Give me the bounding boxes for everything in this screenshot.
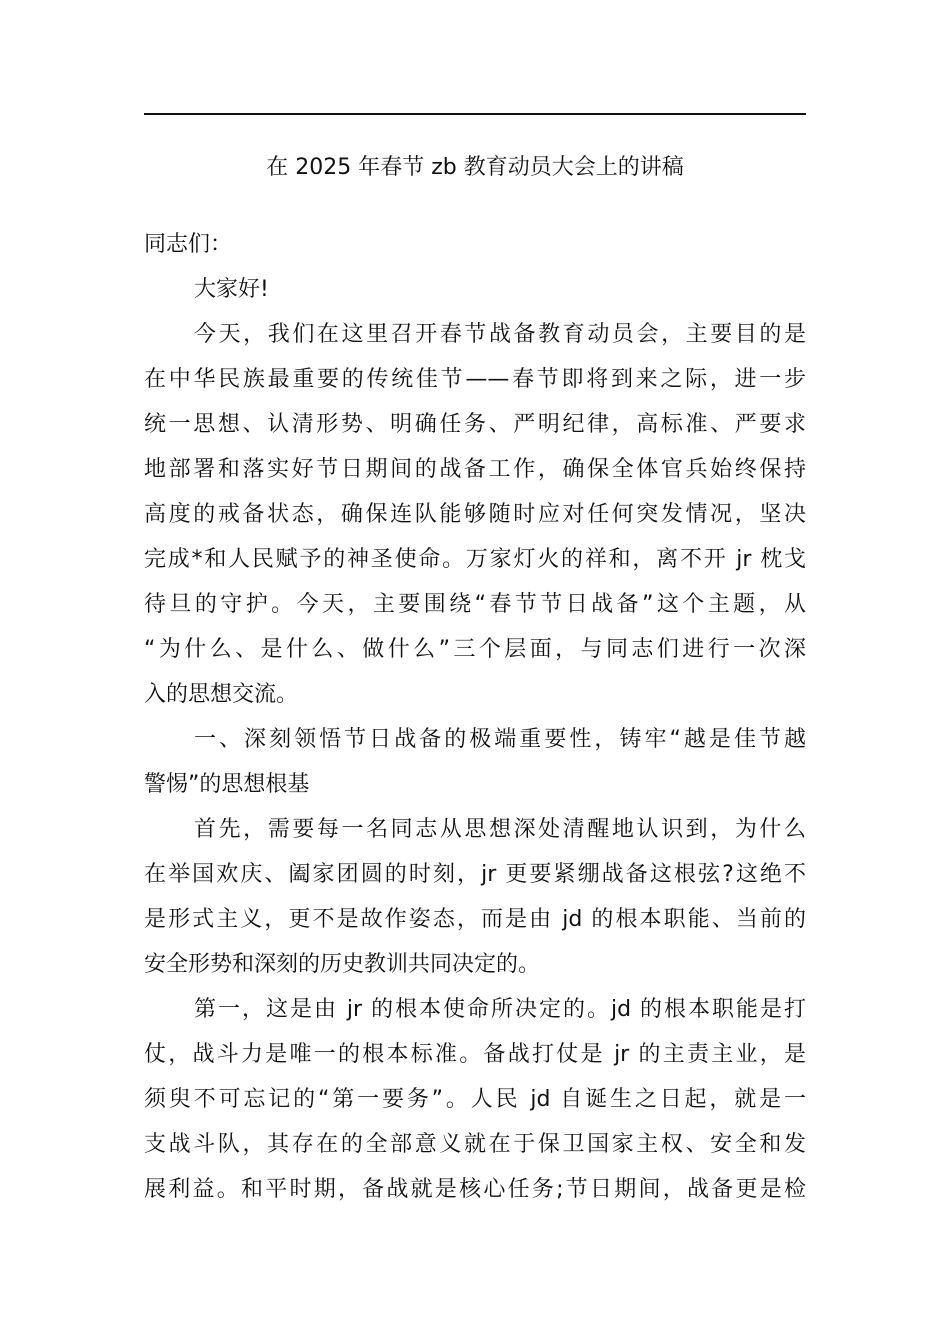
text-line: 入的思想交流。 [144, 682, 299, 707]
text-line: 高度的戒备状态，确保连队能够随时应对任何突发情况，坚决 [144, 502, 806, 527]
text-line: 在中华民族最重要的传统佳节——春节即将到来之际，进一步 [144, 367, 806, 392]
text-line: 地部署和落实好节日期间的战备工作，确保全体官兵始终保持 [144, 457, 806, 482]
text-line: 是形式主义，更不是故作姿态，而是由 jd 的根本职能、当前的 [144, 907, 806, 932]
paragraph-intro [144, 807, 806, 987]
document-body [144, 222, 806, 1212]
section-heading-1 [144, 717, 806, 807]
text-line: 待旦的守护。今天，主要围绕“春节节日战备”这个主题，从 [144, 592, 806, 617]
text-line: 支战斗队，其存在的全部意义就在于保卫国家主权、安全和发 [144, 1132, 806, 1157]
text-line: 首先，需要每一名同志从思想深处清醒地认识到，为什么 [194, 817, 806, 842]
header-rule [144, 113, 806, 115]
text-line: 仗，战斗力是唯一的根本标准。备战打仗是 jr 的主责主业，是 [144, 1042, 806, 1067]
text-line: 统一思想、认清形势、明确任务、严明纪律，高标准、严要求 [144, 412, 806, 437]
document-title: 在 2025 年春节 zb 教育动员大会上的讲稿 [266, 155, 684, 180]
heading-line: 一、深刻领悟节日战备的极端重要性，铸牢“越是佳节越 [194, 727, 806, 752]
paragraph-opening [144, 312, 806, 717]
text-line: 第一，这是由 jr 的根本使命所决定的。jd 的根本职能是打 [194, 997, 806, 1022]
text-line: “为什么、是什么、做什么”三个层面，与同志们进行一次深 [144, 637, 806, 662]
text-line: 今天，我们在这里召开春节战备教育动员会，主要目的是 [194, 322, 806, 347]
text-line: 完成*和人民赋予的神圣使命。万家灯火的祥和，离不开 jr 枕戈 [144, 547, 806, 572]
text-line: 安全形势和深刻的历史教训共同决定的。 [144, 952, 541, 977]
salutation: 同志们： [144, 232, 233, 257]
text-line: 展利益。和平时期，备战就是核心任务;节日期间，战备更是检 [144, 1177, 806, 1202]
paragraph-first-point [144, 987, 806, 1212]
heading-line: 警惕”的思想根基 [144, 772, 310, 797]
text-line: 在举国欢庆、阖家团圆的时刻，jr 更要紧绷战备这根弦?这绝不 [144, 862, 806, 887]
text-line: 须臾不可忘记的“第一要务”。人民 jd 自诞生之日起，就是一 [144, 1087, 806, 1112]
greeting: 大家好! [194, 277, 269, 302]
